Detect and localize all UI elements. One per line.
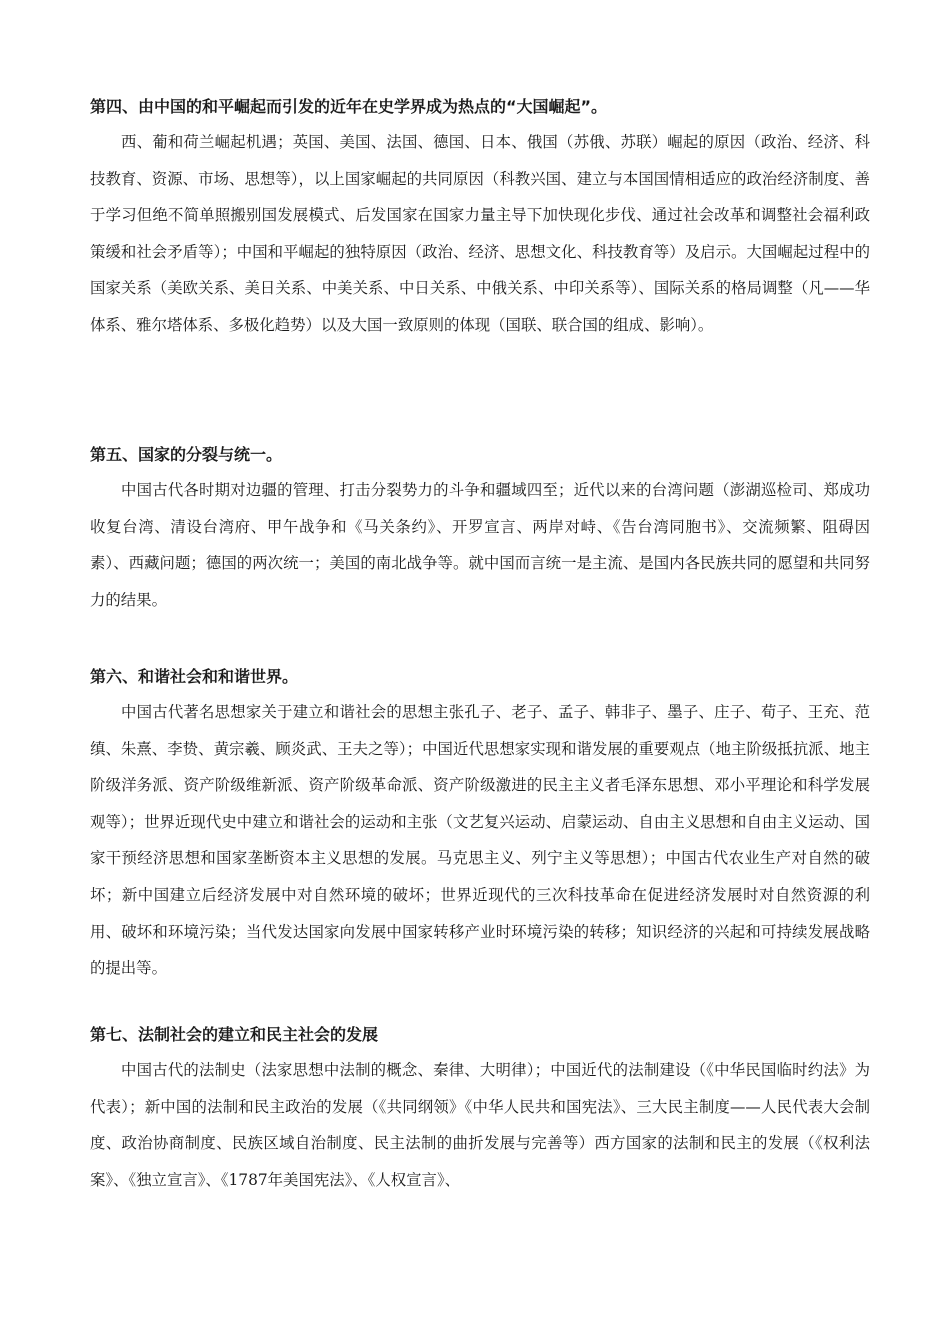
- section-heading: 第六、和谐社会和和谐世界。: [90, 667, 299, 686]
- section-heading: 第五、国家的分裂与统一。: [90, 445, 283, 464]
- section-great-power-rise: [90, 96, 870, 344]
- section-division-unification: [90, 444, 870, 618]
- section-heading: 第四、由中国的和平崛起而引发的近年在史学界成为热点的“大国崛起”。: [90, 97, 608, 116]
- section-paragraph: 中国古代各时期对边疆的管理、打击分裂势力的斗争和疆域四至；近代以来的台湾问题（澎湖巡检司、郑成功收复台湾、清设台湾府、甲午战争和《马关条约》、开罗宣言、两岸对峙、《告台湾同胞书》、交流频繁、阻碍因素）、西藏问题；德国的两次统一；美国的南北战争等。就中国而言统一是主流、是国内各民族共同的愿望和共同努力的结果。: [90, 481, 870, 609]
- section-paragraph: 中国古代著名思想家关于建立和谐社会的思想主张孔子、老子、孟子、韩非子、墨子、庄子、荀子、王充、范缜、朱熹、李贽、黄宗羲、顾炎武、王夫之等）；中国近代思想家实现和谐发展的重要观点（地主阶级抵抗派、地主阶级洋务派、资产阶级维新派、资产阶级革命派、资产阶级激进的民主主义者毛泽东思想、邓小平理论和科学发展观等）；世界近现代史中建立和谐社会的运动和主张（文艺复兴运动、启蒙运动、自由主义思想和自由主义运动、国家干预经济思想和国家垄断资本主义思想的发展。马克思主义、列宁主义等思想）；中国古代农业生产对自然的破坏；新中国建立后经济发展中对自然环境的破坏；世界近现代的三次科技革命在促进经济发展时对自然资源的利用、破坏和环境污染；当代发达国家向发展中国家转移产业时环境污染的转移；知识经济的兴起和可持续发展战略的提出等。: [90, 703, 870, 978]
- section-paragraph: 中国古代的法制史（法家思想中法制的概念、秦律、大明律）；中国近代的法制建设（《中华民国临时约法》为代表）；新中国的法制和民主政治的发展（《共同纲领》《中华人民共和国宪法》、三大民主制度——人民代表大会制度、政治协商制度、民族区域自治制度、民主法制的曲折发展与完善等）西方国家的法制和民主的发展（《权利法案》、《独立宣言》、《1787年美国宪法》、《人权宣言》、: [90, 1061, 870, 1189]
- section-heading: 第七、法制社会的建立和民主社会的发展: [90, 1025, 379, 1044]
- section-rule-of-law: [90, 1024, 870, 1198]
- section-harmonious-society: [90, 666, 870, 987]
- section-paragraph: 西、葡和荷兰崛起机遇；英国、美国、法国、德国、日本、俄国（苏俄、苏联）崛起的原因（政治、经济、科技教育、资源、市场、思想等），以上国家崛起的共同原因（科教兴国、建立与本国国情相适应的政治经济制度、善于学习但绝不简单照搬别国发展模式、后发国家在国家力量主导下加快现化步伐、通过社会改革和调整社会福利政策缓和社会矛盾等）；中国和平崛起的独特原因（政治、经济、思想文化、科技教育等）及启示。大国崛起过程中的国家关系（美欧关系、美日关系、中美关系、中日关系、中俄关系、中印关系等）、国际关系的格局调整（凡——华体系、雅尔塔体系、多极化趋势）以及大国一致原则的体现（国联、联合国的组成、影响）。: [90, 133, 870, 334]
